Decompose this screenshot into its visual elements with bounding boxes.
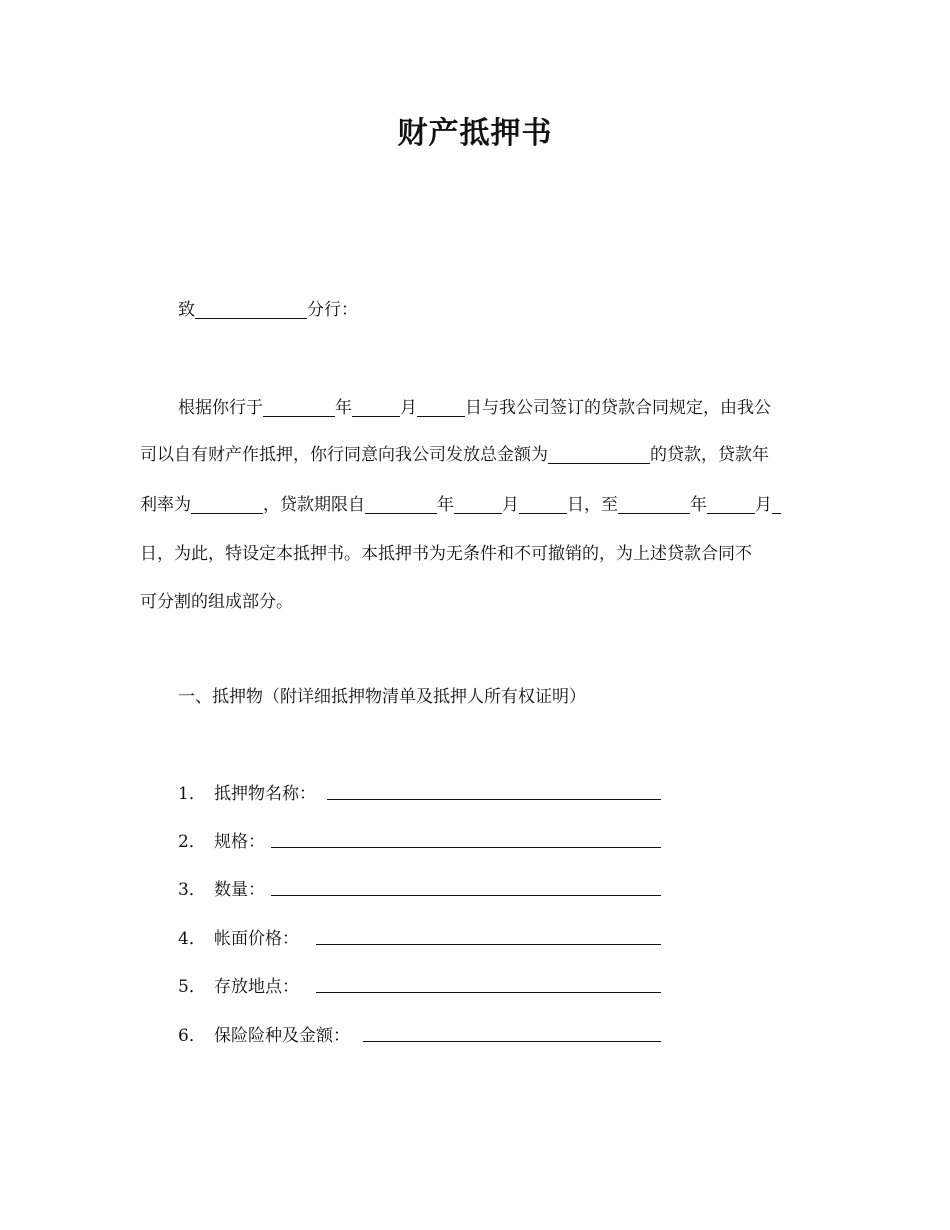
collateral-item bbox=[178, 975, 299, 999]
item-label: 抵押物名称： bbox=[214, 784, 316, 804]
storage-location-blank[interactable] bbox=[316, 974, 661, 993]
paragraph-line-4: 日，为此，特设定本抵押书。本抵押书为无条件和不可撤销的，为上述贷款合同不 bbox=[140, 544, 752, 564]
quantity-blank[interactable] bbox=[271, 877, 661, 896]
paragraph-line-1 bbox=[178, 396, 771, 420]
text-segment: 日，至 bbox=[567, 495, 618, 515]
contract-day-blank[interactable] bbox=[417, 398, 465, 417]
item-label: 帐面价格： bbox=[214, 929, 299, 949]
end-day-blank[interactable] bbox=[772, 495, 781, 514]
paragraph-line-3 bbox=[140, 493, 781, 517]
book-value-blank[interactable] bbox=[316, 926, 661, 945]
text-segment: 司以自有财产作抵押，你行同意向我公司发放总金额为 bbox=[140, 445, 548, 465]
text-segment: 年 bbox=[437, 495, 454, 515]
insurance-blank[interactable] bbox=[363, 1023, 661, 1042]
text-segment: 月 bbox=[755, 495, 772, 515]
document-title: 财产抵押书 bbox=[397, 116, 553, 151]
loan-amount-blank[interactable] bbox=[548, 445, 650, 464]
collateral-item bbox=[178, 782, 316, 806]
salutation-prefix: 致 bbox=[178, 300, 195, 320]
item-number: 3． bbox=[178, 880, 206, 900]
start-day-blank[interactable] bbox=[519, 495, 567, 514]
text-segment: 利率为 bbox=[140, 495, 191, 515]
start-month-blank[interactable] bbox=[454, 495, 502, 514]
item-number: 5． bbox=[178, 977, 206, 997]
item-number: 1． bbox=[178, 784, 206, 804]
end-year-blank[interactable] bbox=[618, 495, 690, 514]
text-segment: 月 bbox=[502, 495, 519, 515]
collateral-name-blank[interactable] bbox=[327, 781, 661, 800]
item-number: 2． bbox=[178, 832, 206, 852]
paragraph-line-5: 可分割的组成部分。 bbox=[140, 592, 293, 612]
item-label: 保险险种及金额： bbox=[214, 1026, 350, 1046]
end-month-blank[interactable] bbox=[707, 495, 755, 514]
salutation-suffix: 分行： bbox=[307, 300, 358, 320]
collateral-item bbox=[178, 878, 265, 902]
text-segment: 根据你行于 bbox=[178, 398, 263, 418]
text-segment: ，贷款期限自 bbox=[263, 495, 365, 515]
paragraph-line-2 bbox=[140, 443, 769, 467]
item-label: 数量： bbox=[214, 880, 265, 900]
item-label: 规格： bbox=[214, 832, 265, 852]
collateral-item bbox=[178, 927, 299, 951]
section-heading-collateral: 一、抵押物（附详细抵押物清单及抵押人所有权证明） bbox=[178, 687, 586, 707]
item-number: 4． bbox=[178, 929, 206, 949]
text-segment: 月 bbox=[400, 398, 417, 418]
collateral-item bbox=[178, 830, 265, 854]
branch-name-blank[interactable] bbox=[195, 300, 307, 319]
collateral-item bbox=[178, 1024, 350, 1048]
text-segment: 的贷款，贷款年 bbox=[650, 445, 769, 465]
item-number: 6． bbox=[178, 1026, 206, 1046]
text-segment: 年 bbox=[335, 398, 352, 418]
specification-blank[interactable] bbox=[271, 829, 661, 848]
contract-year-blank[interactable] bbox=[263, 398, 335, 417]
contract-month-blank[interactable] bbox=[352, 398, 400, 417]
salutation-line bbox=[178, 298, 358, 322]
text-segment: 年 bbox=[690, 495, 707, 515]
start-year-blank[interactable] bbox=[365, 495, 437, 514]
interest-rate-blank[interactable] bbox=[191, 495, 263, 514]
text-segment: 日与我公司签订的贷款合同规定，由我公 bbox=[465, 398, 771, 418]
item-label: 存放地点： bbox=[214, 977, 299, 997]
